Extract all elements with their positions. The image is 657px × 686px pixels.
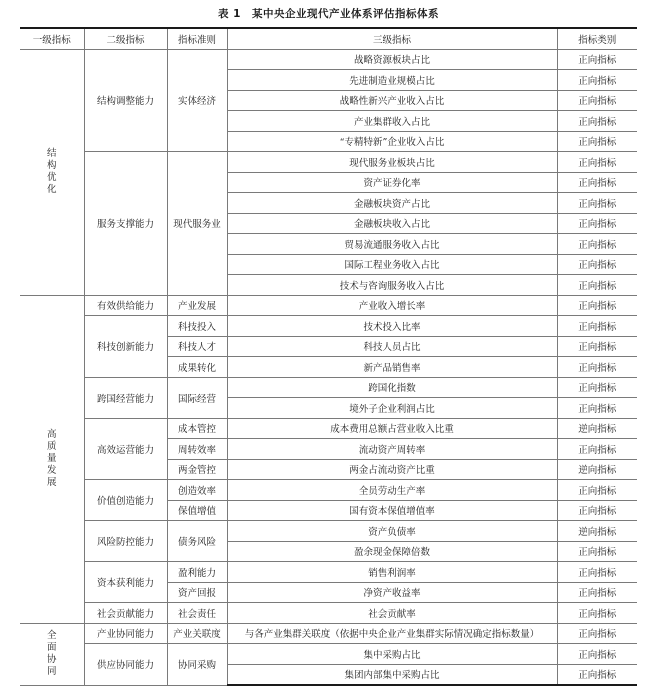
level3-cell: 销售利润率: [227, 562, 557, 583]
level2-cell: 有效供给能力: [84, 295, 167, 316]
type-cell: 正向指标: [557, 316, 637, 337]
level2-cell: 风险防控能力: [84, 521, 167, 562]
level3-cell: 新产品销售率: [227, 357, 557, 378]
level3-cell: 技术投入比率: [227, 316, 557, 337]
type-cell: 正向指标: [557, 603, 637, 624]
criterion-cell: 科技人才: [167, 336, 227, 357]
criterion-cell: 创造效率: [167, 480, 227, 501]
level3-cell: 境外子企业利润占比: [227, 398, 557, 419]
header-level2: 二级指标: [84, 28, 167, 49]
type-cell: 正向指标: [557, 664, 637, 685]
level3-cell: 国际工程业务收入占比: [227, 254, 557, 275]
table-row: [20, 316, 637, 337]
level1-cell: 高质量发展: [20, 295, 84, 623]
type-cell: 正向指标: [557, 562, 637, 583]
level2-cell: 资本获利能力: [84, 562, 167, 603]
level3-cell: 科技人员占比: [227, 336, 557, 357]
type-cell: 正向指标: [557, 90, 637, 111]
table-caption: 表 1 某中央企业现代产业体系评估指标体系: [218, 8, 439, 20]
table-row: [20, 603, 637, 624]
criterion-cell: 实体经济: [167, 49, 227, 152]
level1-cell: 全面协同: [20, 623, 84, 685]
level2-cell: 产业协同能力: [84, 623, 167, 644]
type-cell: 正向指标: [557, 275, 637, 296]
table-row: [20, 521, 637, 542]
level3-cell: 战略资源板块占比: [227, 49, 557, 70]
level3-cell: 社会贡献率: [227, 603, 557, 624]
type-cell: 正向指标: [557, 213, 637, 234]
type-cell: 正向指标: [557, 623, 637, 644]
type-cell: 逆向指标: [557, 521, 637, 542]
criterion-cell: 周转效率: [167, 439, 227, 460]
level3-cell: 与各产业集群关联度（依据中央企业产业集群实际情况确定指标数量）: [227, 623, 557, 644]
level2-cell: 服务支撑能力: [84, 152, 167, 296]
header-level3: 三级指标: [227, 28, 557, 49]
table-row: [20, 562, 637, 583]
indicator-table: [20, 27, 637, 686]
level3-cell: 净资产收益率: [227, 582, 557, 603]
level3-cell: “专精特新”企业收入占比: [227, 131, 557, 152]
table-row: [20, 623, 637, 644]
criterion-cell: 科技投入: [167, 316, 227, 337]
table-row: [20, 49, 637, 70]
criterion-cell: 盈利能力: [167, 562, 227, 583]
criterion-cell: 债务风险: [167, 521, 227, 562]
level3-cell: 资产负债率: [227, 521, 557, 542]
level3-cell: 现代服务业板块占比: [227, 152, 557, 173]
table-header-row: [20, 28, 637, 49]
type-cell: 正向指标: [557, 254, 637, 275]
table-row: [20, 152, 637, 173]
level2-cell: 跨国经营能力: [84, 377, 167, 418]
header-level1: 一级指标: [20, 28, 84, 49]
criterion-cell: 资产回报: [167, 582, 227, 603]
level3-cell: 集团内部集中采购占比: [227, 664, 557, 685]
level3-cell: 跨国化指数: [227, 377, 557, 398]
type-cell: 正向指标: [557, 377, 637, 398]
level3-cell: 金融板块收入占比: [227, 213, 557, 234]
table-row: [20, 480, 637, 501]
type-cell: 正向指标: [557, 398, 637, 419]
type-cell: 正向指标: [557, 70, 637, 91]
type-cell: 正向指标: [557, 500, 637, 521]
type-cell: 正向指标: [557, 234, 637, 255]
criterion-cell: 保值增值: [167, 500, 227, 521]
type-cell: 正向指标: [557, 336, 637, 357]
type-cell: 正向指标: [557, 193, 637, 214]
level3-cell: 产业集群收入占比: [227, 111, 557, 132]
table-row: [20, 644, 637, 665]
level3-cell: 资产证券化率: [227, 172, 557, 193]
header-type: 指标类别: [557, 28, 637, 49]
level3-cell: 流动资产周转率: [227, 439, 557, 460]
level3-cell: 技术与咨询服务收入占比: [227, 275, 557, 296]
type-cell: 正向指标: [557, 131, 637, 152]
level2-cell: 社会贡献能力: [84, 603, 167, 624]
criterion-cell: 社会责任: [167, 603, 227, 624]
criterion-cell: 两金管控: [167, 459, 227, 480]
type-cell: 逆向指标: [557, 459, 637, 480]
level2-cell: 价值创造能力: [84, 480, 167, 521]
type-cell: 正向指标: [557, 295, 637, 316]
level3-cell: 先进制造业规模占比: [227, 70, 557, 91]
level2-cell: 供应协同能力: [84, 644, 167, 686]
type-cell: 正向指标: [557, 172, 637, 193]
criterion-cell: 成果转化: [167, 357, 227, 378]
criterion-cell: 现代服务业: [167, 152, 227, 296]
criterion-cell: 产业关联度: [167, 623, 227, 644]
level2-cell: 科技创新能力: [84, 316, 167, 378]
level3-cell: 盈余现金保障倍数: [227, 541, 557, 562]
level3-cell: 产业收入增长率: [227, 295, 557, 316]
criterion-cell: 协同采购: [167, 644, 227, 686]
type-cell: 正向指标: [557, 111, 637, 132]
level2-cell: 高效运营能力: [84, 418, 167, 480]
header-criterion: 指标准则: [167, 28, 227, 49]
type-cell: 正向指标: [557, 582, 637, 603]
level3-cell: 国有资本保值增值率: [227, 500, 557, 521]
type-cell: 正向指标: [557, 480, 637, 501]
criterion-cell: 国际经营: [167, 377, 227, 418]
level1-cell: 结构优化: [20, 49, 84, 295]
type-cell: 逆向指标: [557, 418, 637, 439]
type-cell: 正向指标: [557, 644, 637, 665]
criterion-cell: 成本管控: [167, 418, 227, 439]
type-cell: 正向指标: [557, 49, 637, 70]
criterion-cell: 产业发展: [167, 295, 227, 316]
level3-cell: 两金占流动资产比重: [227, 459, 557, 480]
type-cell: 正向指标: [557, 439, 637, 460]
level3-cell: 全员劳动生产率: [227, 480, 557, 501]
level3-cell: 成本费用总额占营业收入比重: [227, 418, 557, 439]
type-cell: 正向指标: [557, 357, 637, 378]
type-cell: 正向指标: [557, 152, 637, 173]
level3-cell: 贸易流通服务收入占比: [227, 234, 557, 255]
level3-cell: 金融板块资产占比: [227, 193, 557, 214]
level2-cell: 结构调整能力: [84, 49, 167, 152]
level3-cell: 战略性新兴产业收入占比: [227, 90, 557, 111]
table-row: [20, 377, 637, 398]
level3-cell: 集中采购占比: [227, 644, 557, 665]
table-row: [20, 295, 637, 316]
table-row: [20, 418, 637, 439]
type-cell: 正向指标: [557, 541, 637, 562]
